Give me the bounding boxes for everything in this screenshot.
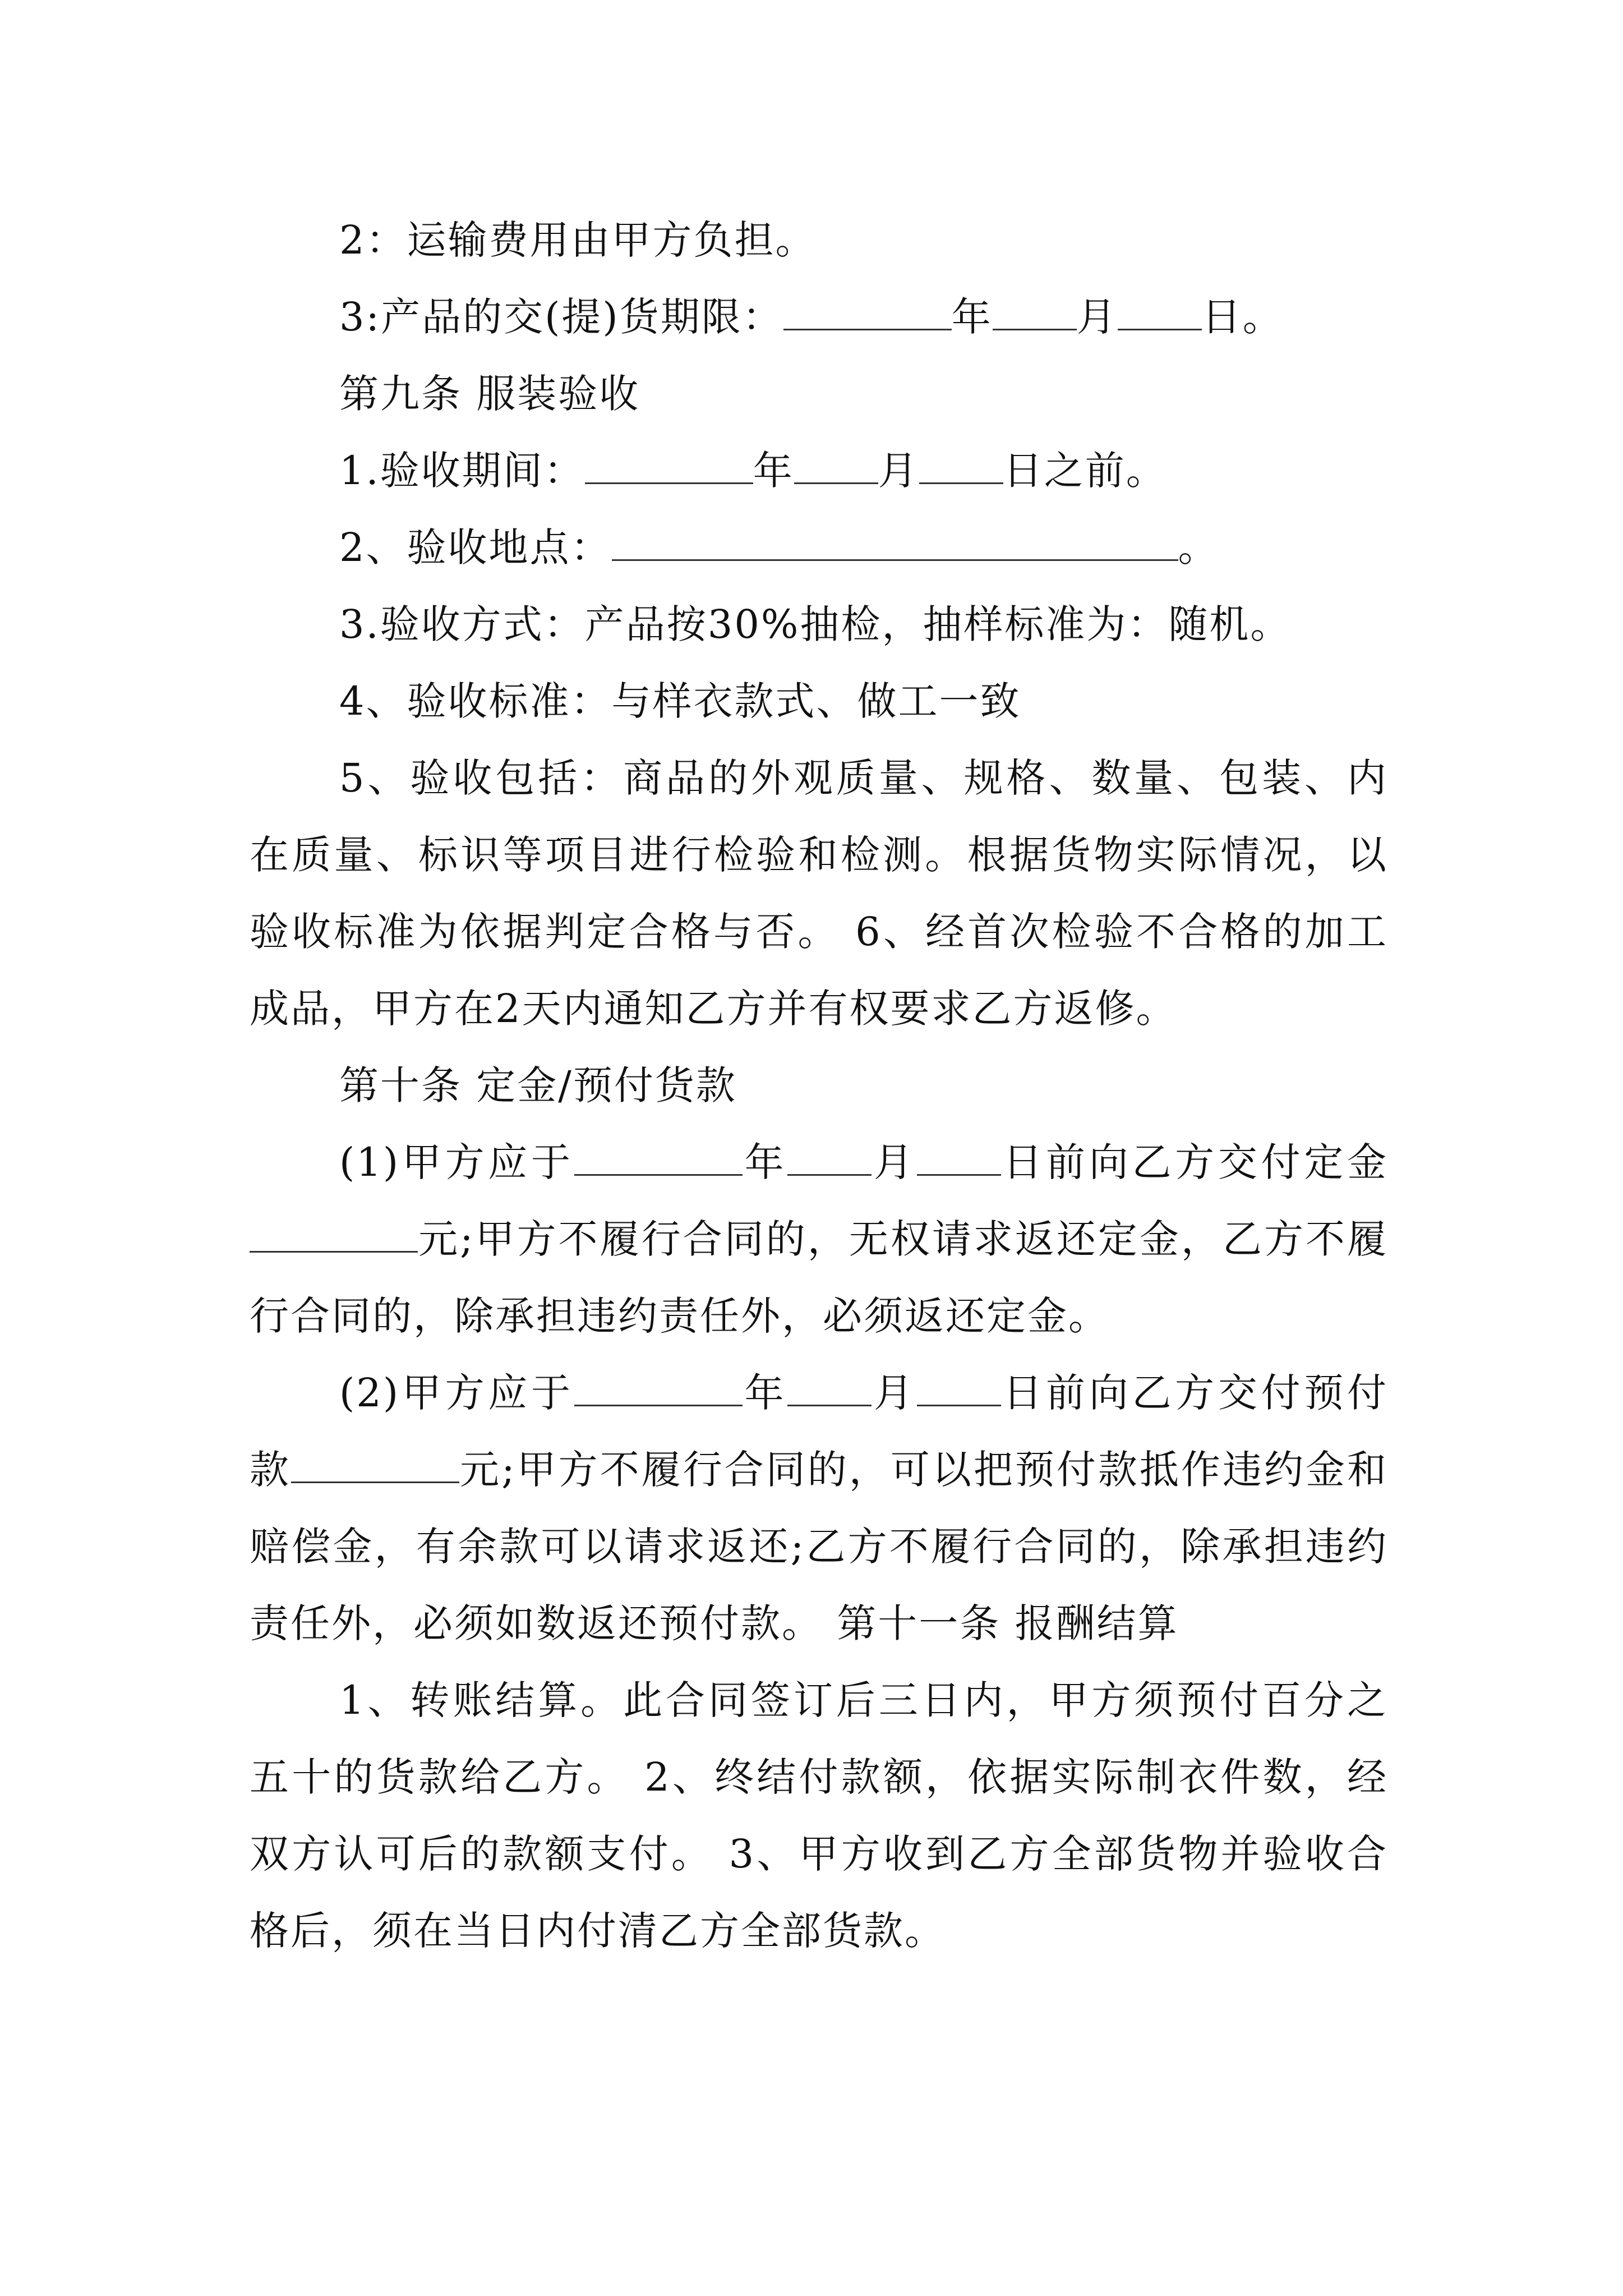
clause-inspection-scope bbox=[250, 740, 1388, 1047]
text: 月 bbox=[872, 1370, 917, 1416]
blank-day bbox=[919, 448, 1003, 484]
clause-settlement bbox=[250, 1662, 1388, 1970]
text: 元;甲方不履行合同的，可以把预付款抵作违约金和赔偿金，有余款可以请求返还;乙方不履行合同的，除承担违约责任外，必须如数返还预付款。 第十一条 报酬结算 bbox=[250, 1447, 1389, 1646]
text: 3:产品的交(提)货期限： bbox=[339, 294, 783, 340]
text: 月 bbox=[878, 448, 919, 494]
text: 年 bbox=[742, 1139, 788, 1185]
text: 1.验收期间： bbox=[339, 448, 585, 494]
blank-month bbox=[794, 448, 878, 484]
clause-prepayment bbox=[250, 1355, 1388, 1662]
clause-inspection-method bbox=[250, 586, 1388, 663]
blank-location bbox=[612, 524, 1178, 561]
text: 日前向乙方交付预付款 bbox=[250, 1370, 1389, 1493]
clause-inspection-location bbox=[250, 509, 1388, 586]
text: 月 bbox=[872, 1139, 917, 1185]
blank-month bbox=[787, 1370, 872, 1406]
text: (1)甲方应于 bbox=[339, 1139, 574, 1185]
blank-year bbox=[585, 448, 753, 484]
blank-month bbox=[993, 294, 1077, 330]
text: 年 bbox=[753, 448, 794, 494]
text: 2：运输费用由甲方负担。 bbox=[339, 217, 817, 263]
text: 年 bbox=[742, 1370, 788, 1416]
text: 第九条 服装验收 bbox=[339, 371, 640, 417]
text: 日之前。 bbox=[1003, 448, 1167, 494]
clause-inspection-standard bbox=[250, 663, 1388, 740]
blank-year bbox=[574, 1370, 743, 1406]
document-page bbox=[250, 202, 1388, 1970]
text: 5、验收包括：商品的外观质量、规格、数量、包装、内在质量、标识等项目进行检验和检测。根据货物实际情况，以验收标准为依据判定合格与否。 6、经首次检验不合格的加工成品，甲方在2天内通知乙方并有权要求乙方返修。 bbox=[250, 755, 1388, 1032]
blank-year bbox=[783, 294, 952, 330]
blank-amount bbox=[291, 1447, 459, 1483]
text: 2、验收地点： bbox=[339, 524, 612, 570]
text: 年 bbox=[951, 294, 993, 340]
text: 1、转账结算。此合同签订后三日内，甲方须预付百分之五十的货款给乙方。 2、终结付款额，依据实际制衣件数，经双方认可后的款额支付。 3、甲方收到乙方全部货物并验收合格后，须在当日内付清乙方全部货款。 bbox=[250, 1677, 1388, 1954]
blank-day bbox=[917, 1139, 1001, 1176]
text: 月 bbox=[1076, 294, 1118, 340]
clause-inspection-period bbox=[250, 432, 1388, 509]
blank-day bbox=[917, 1370, 1001, 1406]
clause-transport-cost bbox=[250, 202, 1388, 279]
blank-year bbox=[574, 1139, 743, 1176]
text: 第十条 定金/预付货款 bbox=[339, 1062, 737, 1108]
text: 4、验收标准：与样衣款式、做工一致 bbox=[339, 678, 1021, 724]
text: 日前向乙方交付定金 bbox=[1000, 1139, 1389, 1185]
text: 元;甲方不履行合同的，无权请求返还定金，乙方不履行合同的，除承担违约责任外，必须返还定金。 bbox=[250, 1216, 1388, 1339]
clause-deposit bbox=[250, 1124, 1388, 1355]
text: 3.验收方式：产品按30%抽检，抽样标准为：随机。 bbox=[339, 601, 1292, 647]
blank-month bbox=[787, 1139, 872, 1176]
clause-delivery-deadline bbox=[250, 279, 1388, 356]
blank-amount bbox=[250, 1216, 418, 1253]
article-9-heading bbox=[250, 356, 1388, 432]
text: 日。 bbox=[1201, 294, 1284, 340]
text: 。 bbox=[1178, 524, 1219, 570]
blank-day bbox=[1118, 294, 1202, 330]
article-10-heading bbox=[250, 1047, 1388, 1124]
text: (2)甲方应于 bbox=[339, 1370, 574, 1416]
